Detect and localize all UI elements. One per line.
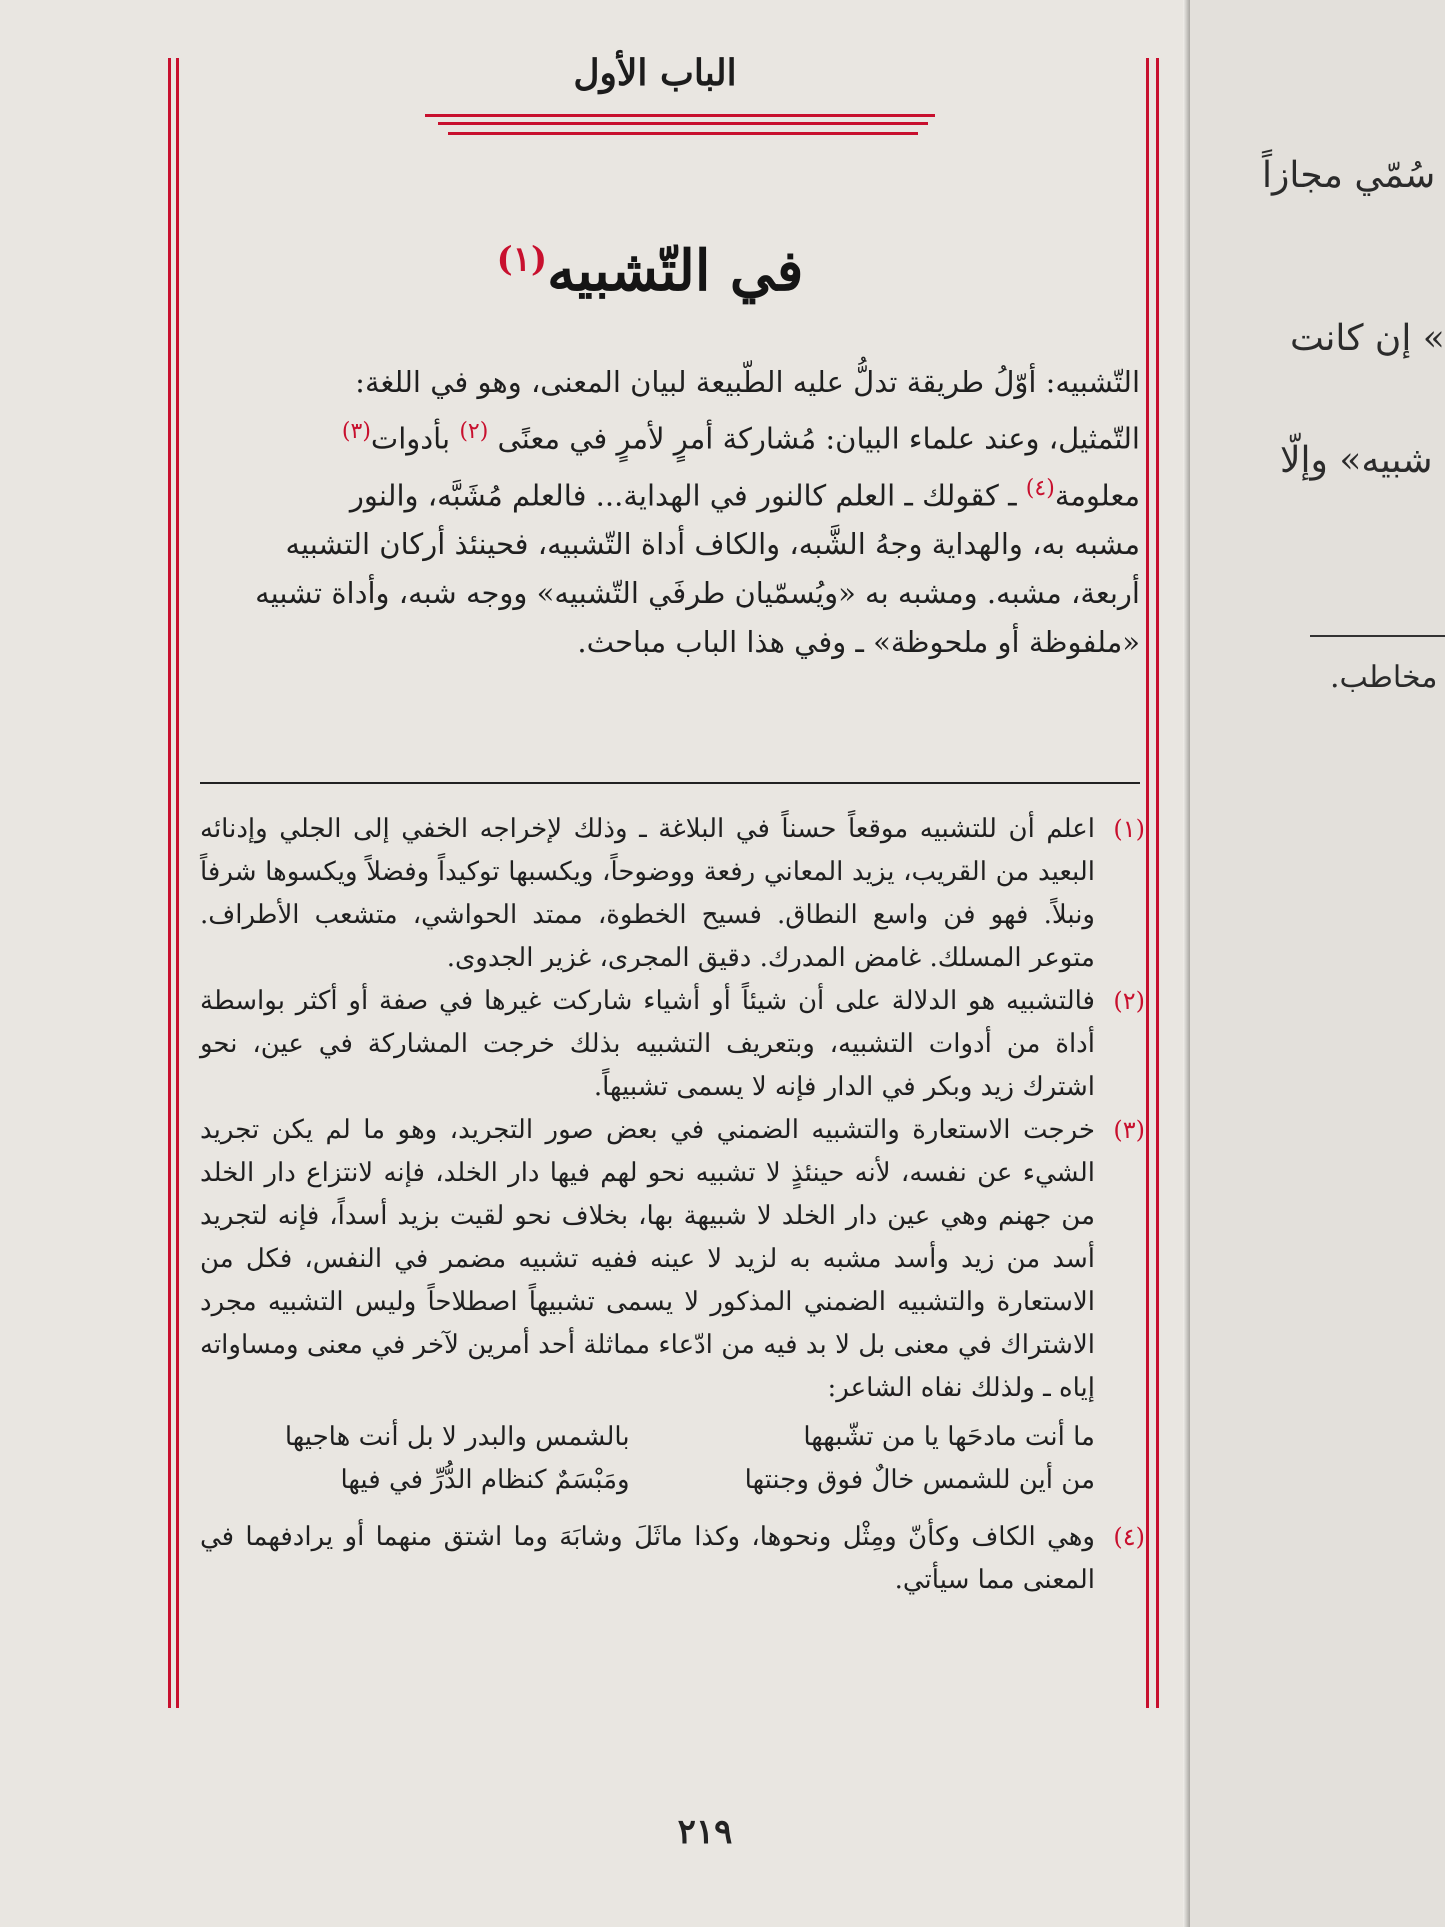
- footnote-ref: (١): [496, 239, 548, 280]
- footnote-text: فالتشبيه هو الدلالة على أن شيئاً أو أشياء شاركت غيرها في صفة أو أكثر بواسطة أداة من أدوات التشبيه، وبتعريف التشبيه بذلك خرجت المشاركة في عين، نحو اشترك زيد وبكر في الدار فإنه لا يسمى تشبيهاً.: [200, 986, 1095, 1102]
- footnote-number: (١): [1113, 815, 1145, 843]
- right-border-line: [1146, 58, 1149, 1708]
- verse-hemistich: ما أنت مادحَها يا من تشّبهها: [803, 1422, 1095, 1452]
- page-number: ٢١٩: [677, 1812, 733, 1852]
- footnote-ref: (٤): [1025, 475, 1055, 501]
- facing-page-line: » إن كانت: [1290, 318, 1445, 359]
- footnote-text: خرجت الاستعارة والتشبيه الضمني في بعض صور التجريد، وهو ما لم يكن تجريد الشيء عن نفسه، لأنه حينئذٍ لا تشبيه نحو لهم فيها دار الخلد، فإنه لانتزاع دار الخلد من جهنم وهي عين دار الخلد لا شبيهة بها، بخلاف نحو لقيت بزيد أسداً، فإنه لتجريد أسد من زيد وأسد مشبه به لزيد لا عينه ففيه تشبيه مضمر في النفس، فكل من الاستعارة والتشبيه الضمني المذكور لا يسمى تشبيهاً اصطلاحاً وليس التشبيه مجرد الاشتراك في معنى بل لا بد فيه من ادّعاء مماثلة أحد أمرين لآخر في معنى ومساواته إياه ـ ولذلك نفاه الشاعر:: [200, 1115, 1095, 1403]
- body-line: معلومة$^{(٤)}$ ـ كقولك ـ العلم كالنور في الهداية... فالعلم مُشَبَّه، والنور: [349, 475, 1140, 513]
- footnote-ref: (٢): [459, 419, 489, 444]
- body-line: التّشبيه: أوّلُ طريقة تدلُّ عليه الطّبيعة لبيان المعنى، وهو في اللغة:: [355, 365, 1140, 399]
- right-border-line: [1156, 58, 1159, 1708]
- footnote-number: (٢): [1113, 987, 1145, 1015]
- facing-page-line: مخاطب.: [1330, 660, 1438, 695]
- footnote-separator: [200, 782, 1140, 784]
- footnotes: [200, 808, 1145, 1602]
- facing-page: [1190, 0, 1445, 1927]
- verse-line: [200, 1416, 1095, 1459]
- footnote-text: وهي الكاف وكأنّ ومِثْل ونحوها، وكذا ماثَلَ وشابَهَ وما اشتق منهما أو يرادفهما في المعنى مما سيأتي.: [200, 1522, 1095, 1595]
- body-text: [200, 358, 1140, 667]
- verse-hemistich: بالشمس والبدر لا بل أنت هاجيها: [284, 1422, 630, 1452]
- facing-page-line: شبيه» وإلّا: [1280, 440, 1433, 481]
- footnote-number: (٤): [1113, 1523, 1145, 1551]
- section-title-text: في التّشبيه: [547, 238, 804, 304]
- footnote: [200, 980, 1145, 1109]
- chapter-title-underline: [448, 132, 918, 135]
- footnote: [200, 1109, 1145, 1410]
- left-border-line: [168, 58, 171, 1708]
- body-line: التّمثيل، وعند علماء البيان: مُشاركة أمرٍ لأمرٍ في معنًى $^{(٢)}$ بأدوات$^{(٣)}$: [341, 419, 1140, 456]
- poem-verses: [200, 1416, 1145, 1502]
- section-title: [300, 238, 1000, 304]
- body-line: «ملفوظة أو ملحوظة» ـ وفي هذا الباب مباحث.: [577, 625, 1140, 660]
- footnote: [200, 808, 1145, 980]
- verse-hemistich: ومَبْسَمٌ كنظام الدُّرِّ في فيها: [340, 1465, 630, 1495]
- footnote-text: اعلم أن للتشبيه موقعاً حسناً في البلاغة ـ وذلك لإخراجه الخفي إلى الجلي وإدنائه البعيد من القريب، يزيد المعاني رفعة ووضوحاً، ويكسبها توكيداً وفضلاً ويكسوها شرفاً ونبلاً. فهو فن واسع النطاق. فسيح الخطوة، ممتد الحواشي، متشعب الأطراف. متوعر المسلك. غامض المدرك. دقيق المجرى، غزير الجدوى.: [200, 814, 1095, 973]
- facing-page-separator: [1310, 635, 1445, 637]
- facing-page-line: سُمّي مجازاً: [1262, 155, 1436, 196]
- chapter-title: الباب الأول: [573, 52, 737, 94]
- chapter-title-underline: [438, 122, 928, 125]
- footnote-number: (٣): [1113, 1116, 1145, 1144]
- chapter-title-underline: [425, 114, 935, 117]
- left-border-line: [176, 58, 179, 1708]
- body-line: أربعة، مشبه. ومشبه به «ويُسمّيان طرفَي التّشبيه» ووجه شبه، وأداة تشبيه: [255, 576, 1140, 611]
- body-line: مشبه به، والهداية وجهُ الشَّبه، والكاف أداة التّشبيه، فحينئذ أركان التشبيه: [285, 527, 1140, 562]
- footnote-ref: (٣): [341, 419, 371, 444]
- verse-hemistich: من أين للشمس خالٌ فوق وجنتها: [744, 1465, 1095, 1495]
- verse-line: [200, 1459, 1095, 1502]
- footnote: [200, 1516, 1145, 1602]
